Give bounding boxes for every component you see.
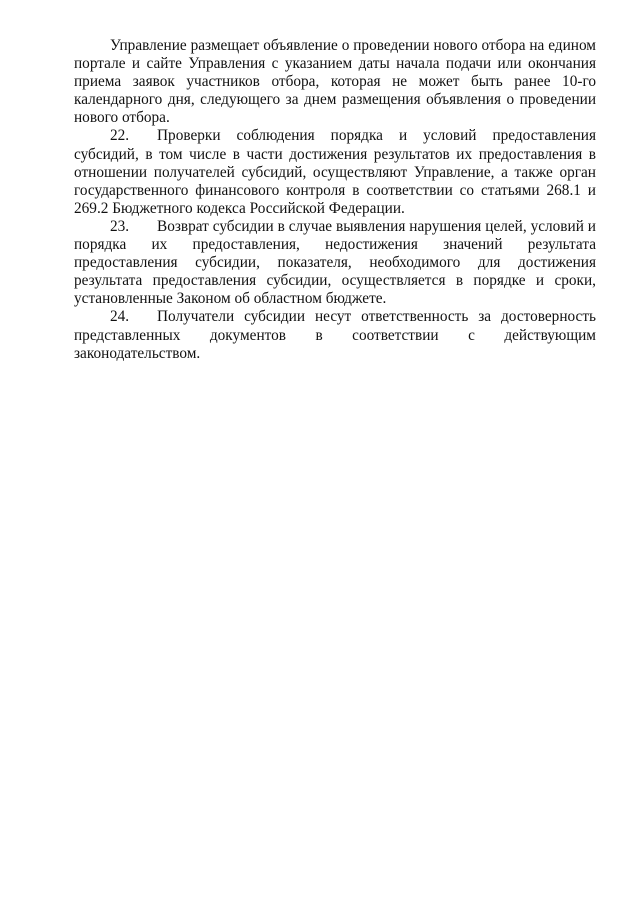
paragraph-text: Проверки соблюдения порядка и условий предоставления субсидий, в том числе в части достижения результатов их предоставления в отношении получателей субсидий, осуществляют Управление, а также орган государственного финансового контроля в соответствии со статьями 268.1 и 269.2 Бюджетного кодекса Российской Федерации. [74,127,596,217]
paragraph-number: 24. [110,308,130,326]
paragraph-continuation [74,37,596,127]
paragraph-text: Получатели субсидии несут ответственность за достоверность представленных документов в соответствии с действующим законодательством. [74,308,596,362]
paragraph-number: 22. [110,127,130,145]
paragraph-24 [74,308,596,362]
document-body [74,37,596,363]
paragraph-text: Управление размещает объявление о проведении нового отбора на едином портале и сайте Управления с указанием даты начала подачи или окончания приема заявок участников отбора, которая не может быть ранее 10-го календарного дня, следующего за днем размещения объявления о проведении нового отбора. [74,37,596,127]
paragraph-22 [74,127,596,217]
paragraph-text: Возврат субсидии в случае выявления нарушения целей, условий и порядка их предоставления, недостижения значений результата предоставления субсидии, показателя, необходимого для достижения результата предоставления субсидии, осуществляется в порядке и сроки, установленные Законом об областном бюджете. [74,217,596,308]
paragraph-number: 23. [110,217,130,235]
paragraph-23 [74,218,596,308]
